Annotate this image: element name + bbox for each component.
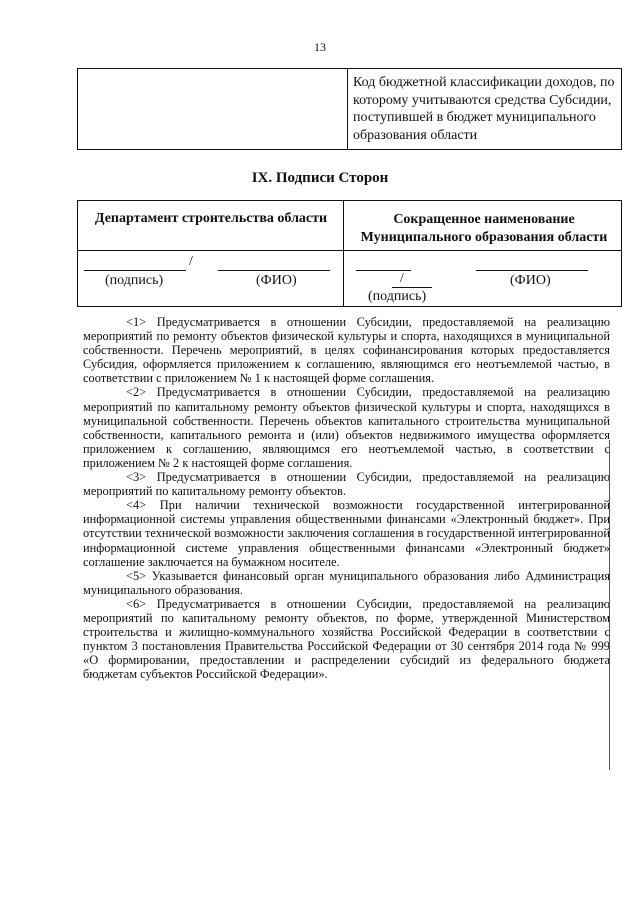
left-name-label: (ФИО) [256, 273, 297, 288]
right-name-line [476, 270, 588, 271]
signatures-column-divider [343, 201, 344, 306]
margin-mark [609, 440, 610, 770]
left-name-line [218, 270, 330, 271]
left-party-name: Департамент строительства области [94, 211, 328, 226]
left-signature-line [84, 270, 186, 271]
left-slash: / [189, 254, 193, 269]
footnote-4: <4> При наличии технической возможности государственной интегрированной информационной системы управления общественными финансами «Электронный бюджет». При отсутствии технической возможности заключения соглашения в государственной интегрированной информационной системе управления общественными финансами «Электронный бюджет» соглашение заключается на бумажном носителе. [83, 498, 610, 569]
right-party-name: Сокращенное наименование Муниципального образования области [360, 212, 608, 245]
footnote-2: <2> Предусматривается в отношении Субсидии, предоставляемой на реализацию мероприятий по капитальному ремонту объектов физической культуры и спорта, находящихся в муниципальной собственности. Перечень объектов капитального строительства муниципальной собственности, капитального ремонта и (или) объектов недвижимого имущества оформляется приложением к соглашению, являющимся его неотъемлемой частью, в соответствии с приложением № 2 к настоящей форме соглашения. [83, 385, 610, 470]
table-divider [347, 69, 348, 149]
signatures-table [77, 200, 622, 307]
footnote-3: <3> Предусматривается в отношении Субсидии, предоставляемой на реализацию мероприятий по капитальному ремонту объектов. [83, 470, 610, 499]
right-signature-label: (подпись) [368, 289, 427, 304]
right-name-label: (ФИО) [510, 273, 551, 288]
section-heading: IX. Подписи Сторон [251, 170, 389, 186]
footnote-6: <6> Предусматривается в отношении Субсидии, предоставляемой на реализацию мероприятий по капитальному ремонту объектов, по форме, утвержденной Министерством строительства и жилищно-коммунального хозяйства Российской Федерации в соответствии с пунктом 3 постановления Правительства Российской Федерации от 30 сентября 2014 года № 999 «О формировании, предоставлении и распределении субсидий из федерального бюджета бюджетам субъектов Российской Федерации». [83, 596, 610, 682]
footnote-1: <1> Предусматривается в отношении Субсидии, предоставляемой на реализацию мероприятий по ремонту объектов физической культуры и спорта, находящихся в муниципальной собственности. Перечень мероприятий, в целях софинансирования которых предоставляется Субсидия, оформляется приложением к соглашению, являющимся его неотъемлемой частью, в соответствии с приложением № 1 к настоящей форме соглашения. [83, 315, 610, 386]
footnotes [83, 315, 610, 681]
budget-code-cell: Код бюджетной классификации доходов, по которому учитываются средства Субсидии, поступившей в бюджет муниципального образования области [353, 75, 615, 143]
footnote-5: <5> Указывается финансовый орган муниципального образования либо Администрация муниципального образования. [83, 568, 610, 597]
page-number: 13 [314, 40, 326, 54]
budget-code-table [77, 68, 622, 150]
signatures-row-divider [78, 250, 621, 251]
left-signature-label: (подпись) [105, 273, 164, 288]
right-signature-underline [392, 287, 432, 288]
right-slash: / [400, 271, 404, 286]
